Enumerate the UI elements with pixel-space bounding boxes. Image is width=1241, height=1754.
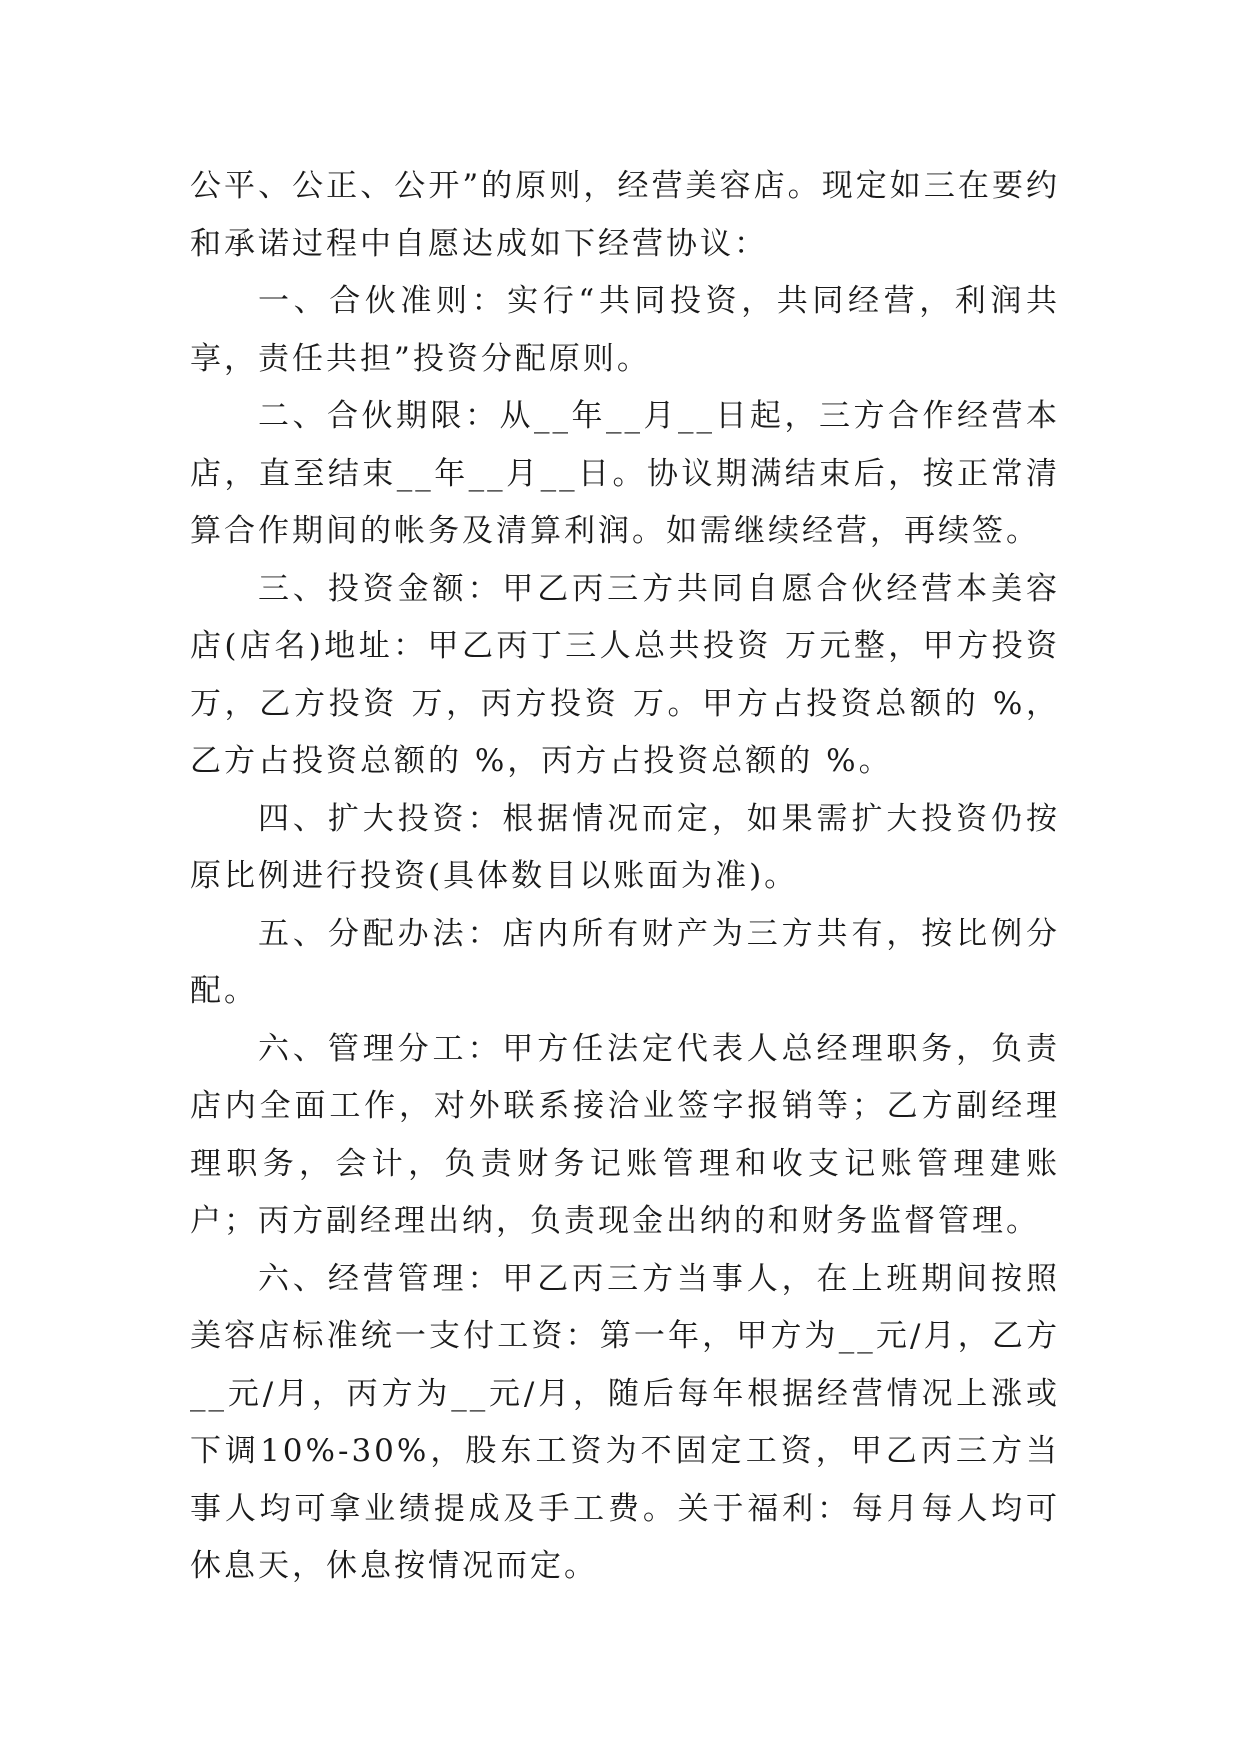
paragraph-partnership-term: 二、合伙期限：从__年__月__日起，三方合作经营本店，直至结束__年__月__日。协议期满结束后，按正常清算合作期间的帐务及清算利润。如需继续经营，再续签。 [190,398,1060,549]
paragraph-partnership-principle: 一、合伙准则：实行“共同投资，共同经营，利润共享，责任共担”投资分配原则。 [190,283,1060,377]
paragraph-continuation: 公平、公正、公开”的原则，经营美容店。现定如三在要约和承诺过程中自愿达成如下经营协议： [190,168,1060,262]
paragraph-expand-investment: 四、扩大投资：根据情况而定，如果需扩大投资仍按原比例进行投资(具体数目以账面为准)。 [190,800,1060,894]
paragraph-operation-management: 六、经营管理：甲乙丙三方当事人，在上班期间按照美容店标准统一支付工资：第一年，甲方为__元/月，乙方__元/月，丙方为__元/月，随后每年根据经营情况上涨或下调10%-30%，股东工资为不固定工资，甲乙丙三方当事人均可拿业绩提成及手工费。关于福利：每月每人均可休息天，休息按情况而定。 [190,1260,1060,1584]
paragraph-investment-amount: 三、投资金额：甲乙丙三方共同自愿合伙经营本美容店(店名)地址：甲乙丙丁三人总共投资 万元整，甲方投资 万，乙方投资 万，丙方投资 万。甲方占投资总额的 %，乙方占投资总额的 %，丙方占投资总额的 %。 [190,570,1060,779]
paragraph-management-division: 六、管理分工：甲方任法定代表人总经理职务，负责店内全面工作，对外联系接洽业签字报销等；乙方副经理理职务，会计，负责财务记账管理和收支记账管理建账户；丙方副经理出纳，负责现金出纳的和财务监督管理。 [190,1030,1060,1239]
paragraph-distribution-method: 五、分配办法：店内所有财产为三方共有，按比例分配。 [190,915,1060,1009]
document-body [190,158,1060,1596]
